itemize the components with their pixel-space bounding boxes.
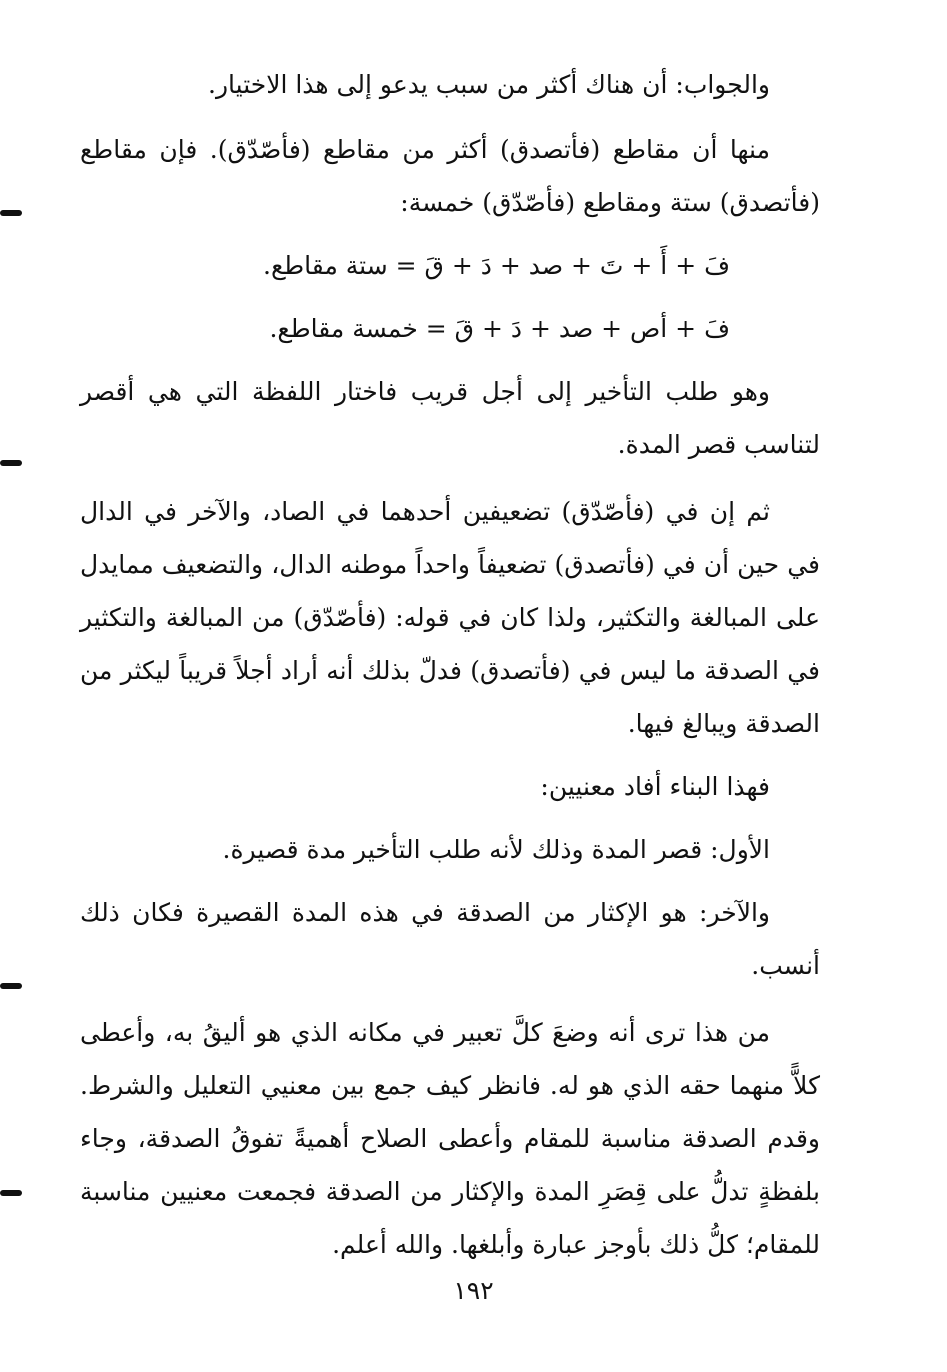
equation-six-syllables: فَ + أَ + تَ + صد + دَ + قَ = ستة مقاطع. — [263, 251, 730, 280]
equation-five-syllables: فَ + أص + صد + دَ + قَ = خمسة مقاطع. — [269, 314, 730, 343]
paragraph-short-delay: وهو طلب التأخير إلى أجل قريب فاختار اللفظة التي هي أقصر لتناسب قصر المدة. — [80, 377, 820, 459]
paragraph-first-meaning: الأول: قصر المدة وذلك لأنه طلب التأخير مدة قصيرة. — [222, 835, 770, 864]
paragraph-syllables-intro: منها أن مقاطع (فأتصدق) أكثر من مقاطع (فأصّدّق). فإن مقاطع (فأتصدق) ستة ومقاطع (فأصّدّق) خمسة: — [80, 135, 820, 217]
paragraph-two-meanings: فهذا البناء أفاد معنيين: — [540, 772, 770, 801]
margin-mark — [0, 210, 22, 216]
page-number: ١٩٢ — [453, 1276, 494, 1305]
paragraph-doubling: ثم إن في (فأصّدّق) تضعيفين أحدهما في الصاد، والآخر في الدال في حين أن في (فأتصدق) تضعيفاً واحداً موطنه الدال، والتضعيف ممايدل على المبالغة والتكثير، ولذا كان في قوله: (فأصّدّق) من المبالغة والتكثير في الصدقة ما ليس في (فأتصدق) فدلّ بذلك أنه أراد أجلاً قريباً ليكثر من الصدقة ويبالغ فيها. — [80, 497, 820, 738]
paragraph-answer: والجواب: أن هناك أكثر من سبب يدعو إلى هذا الاختيار. — [208, 70, 770, 99]
margin-mark — [0, 1190, 22, 1196]
paragraph-conclusion: من هذا ترى أنه وضعَ كلَّ تعبير في مكانه الذي هو أليقُ به، وأعطى كلاًّ منهما حقه الذي هو له. فانظر كيف جمع بين معنيي التعليل والشرط. وقدم الصدقة مناسبة للمقام وأعطى الصلاح أهميةً تفوقُ الصدقة، وجاء بلفظةٍ تدلُّ على قِصَرِ المدة والإكثار من الصدقة فجمعت معنيين مناسبة للمقام؛ كلُّ ذلك بأوجز عبارة وأبلغها. والله أعلم. — [80, 1018, 820, 1259]
paragraph-second-meaning: والآخر: هو الإكثار من الصدقة في هذه المدة القصيرة فكان ذلك أنسب. — [80, 898, 820, 980]
margin-mark — [0, 983, 22, 989]
page-body — [80, 58, 820, 1271]
margin-mark — [0, 460, 22, 466]
